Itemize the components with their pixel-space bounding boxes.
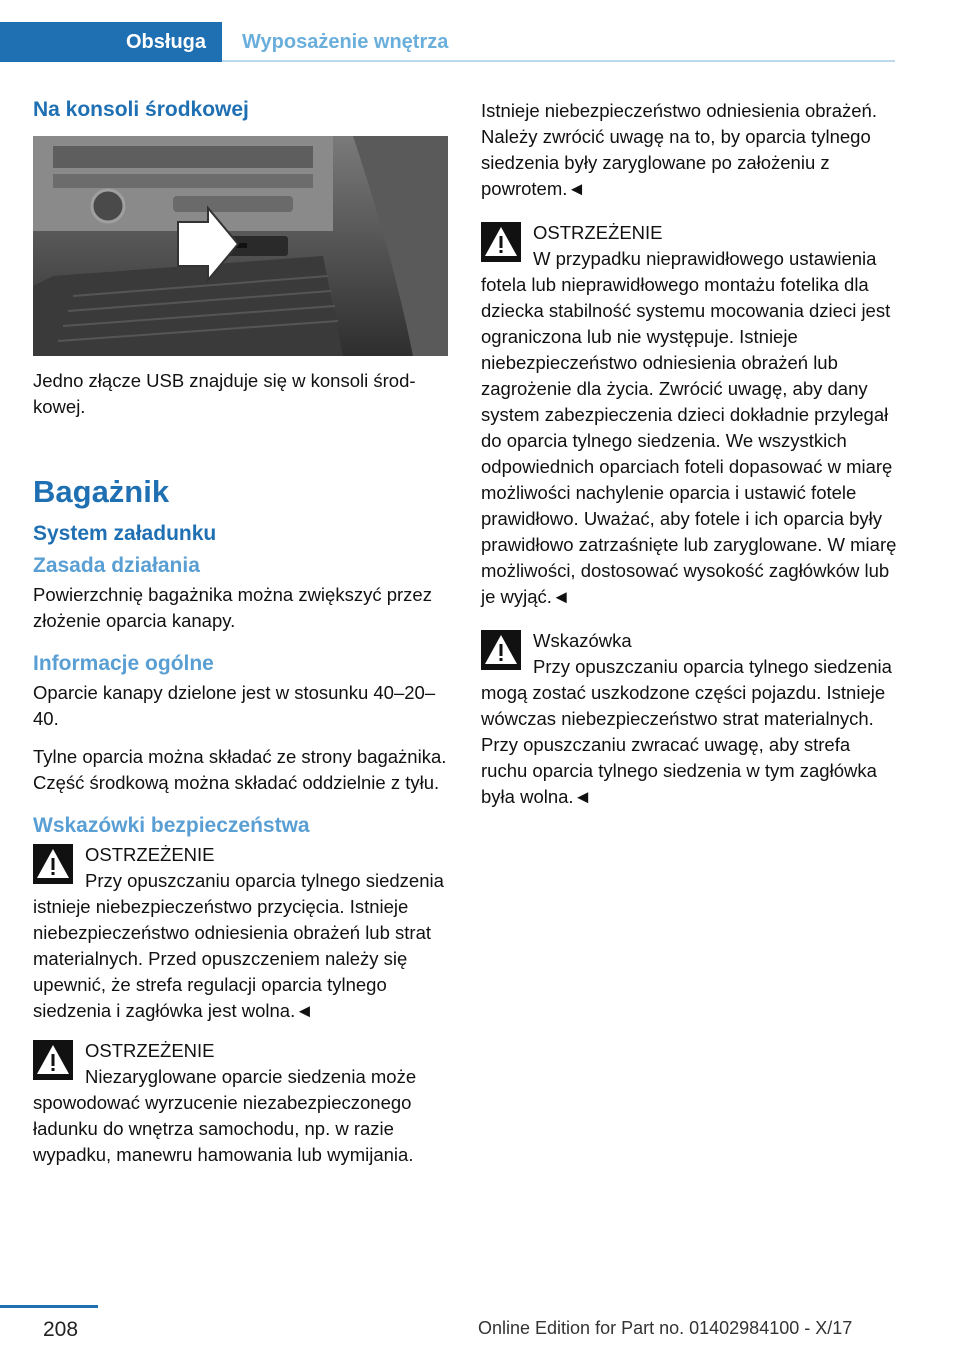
safety-heading: Wskazówki bezpieczeństwa xyxy=(33,814,310,837)
general-paragraph-2: Tylne oparcia można składać ze strony bagażnika. Część środkową można składać oddzielnie z tyłu. xyxy=(33,746,447,793)
warning-3-text: W przypadku nieprawidłowego ustawienia fotela lub nieprawidłowego montażu fotelika dla dziecka stabilność systemu mocowania dzieci jest ograniczona lub nie występuje. Istnieje niebezpieczeństwo odniesienia obrażeń lub zagrożenie dla życia. Zwrócić uwagę, aby dany system zabezpieczenia dzieci dokładnie przylegał do oparcia tylnego siedzenia. We wszystkich odpowiednich oparciach foteli dopasować w miarę możliwości nachylenie oparcia i ustawić fotele prawidłowo. Uważać, aby fotele i ich oparcia były prawidłowo zatrzaśnięte lub zaryglowane. W miarę możliwości, dostosować wysokość zagłówków lub je wyjąć.◄ xyxy=(481,248,897,607)
edition-footer: Online Edition for Part no. 01402984100 - X/17 xyxy=(478,1318,853,1338)
section-tab-active: Obsługa xyxy=(0,22,222,62)
principle-heading: Zasada działania xyxy=(33,554,200,577)
usb-caption: Jedno złącze USB znajduje się w konsoli środkowej. xyxy=(33,370,416,417)
console-photo-illustration xyxy=(33,136,448,356)
left-column xyxy=(33,98,449,1182)
warning-triangle-icon xyxy=(481,630,521,670)
note-text: Przy opuszczaniu oparcia tylnego siedzenia mogą zostać uszkodzone części pojazdu. Istnieje wówczas niebezpieczeństwo strat materialnych. Przy opuszczaniu zwracać uwagę, aby strefa ruchu oparcia tylnego siedzenia w tym zagłówka była wolna.◄ xyxy=(481,656,892,807)
principle-text: Powierzchnię bagażnika można zwiększyć przez złożenie oparcia kanapy. xyxy=(33,584,432,631)
page-header xyxy=(0,22,895,64)
warning-2-heading: OSTRZEŻENIE xyxy=(85,1040,215,1061)
warning-2-text: Niezaryglowane oparcie siedzenia może spowodować wyrzucenie niezabezpieczonego ładunku do wnętrza samochodu, np. w razie wypadku, manewru hamowania lub wymijania. xyxy=(33,1066,417,1165)
section-tab-chapter: Wyposażenie wnętrza xyxy=(242,30,449,53)
warning-block-1 xyxy=(33,842,449,1024)
chapter-title: Bagażnik xyxy=(33,474,170,509)
warning-1-text: Przy opuszczaniu oparcia tylnego siedzenia istnieje niebezpieczeństwo przycięcia. Istnieje niebezpieczeństwo odniesienia obrażeń lub strat materialnych. Przed opuszczeniem należy się upewnić, że strefa regulacji oparcia tylnego siedzenia i zagłówka jest wolna.◄ xyxy=(33,870,444,1021)
header-rule xyxy=(222,60,895,62)
warning-block-3 xyxy=(481,220,897,610)
continued-warning-text: Istnieje niebezpieczeństwo odniesienia obrażeń. Należy zwrócić uwagę na to, by oparcia tylnego siedzenia były zaryglowane po założeniu z powrotem.◄ xyxy=(481,100,877,199)
console-usb-photo xyxy=(33,136,448,356)
warning-triangle-icon xyxy=(481,222,521,262)
warning-1-heading: OSTRZEŻENIE xyxy=(85,844,215,865)
footer-rule xyxy=(0,1305,98,1308)
right-column xyxy=(481,98,897,824)
warning-triangle-icon xyxy=(33,1040,73,1080)
warning-3-heading: OSTRZEŻENIE xyxy=(533,222,663,243)
general-heading: Informacje ogólne xyxy=(33,652,214,675)
page-number: 208 xyxy=(43,1318,79,1341)
warning-block-2 xyxy=(33,1038,449,1168)
note-heading: Wskazówka xyxy=(533,630,632,651)
section-title: System załadunku xyxy=(33,522,217,545)
general-paragraph-1: Oparcie kanapy dzielone jest w stosunku 40–20–40. xyxy=(33,682,436,729)
console-heading: Na konsoli środkowej xyxy=(33,98,249,121)
warning-triangle-icon xyxy=(33,844,73,884)
note-block xyxy=(481,628,897,810)
